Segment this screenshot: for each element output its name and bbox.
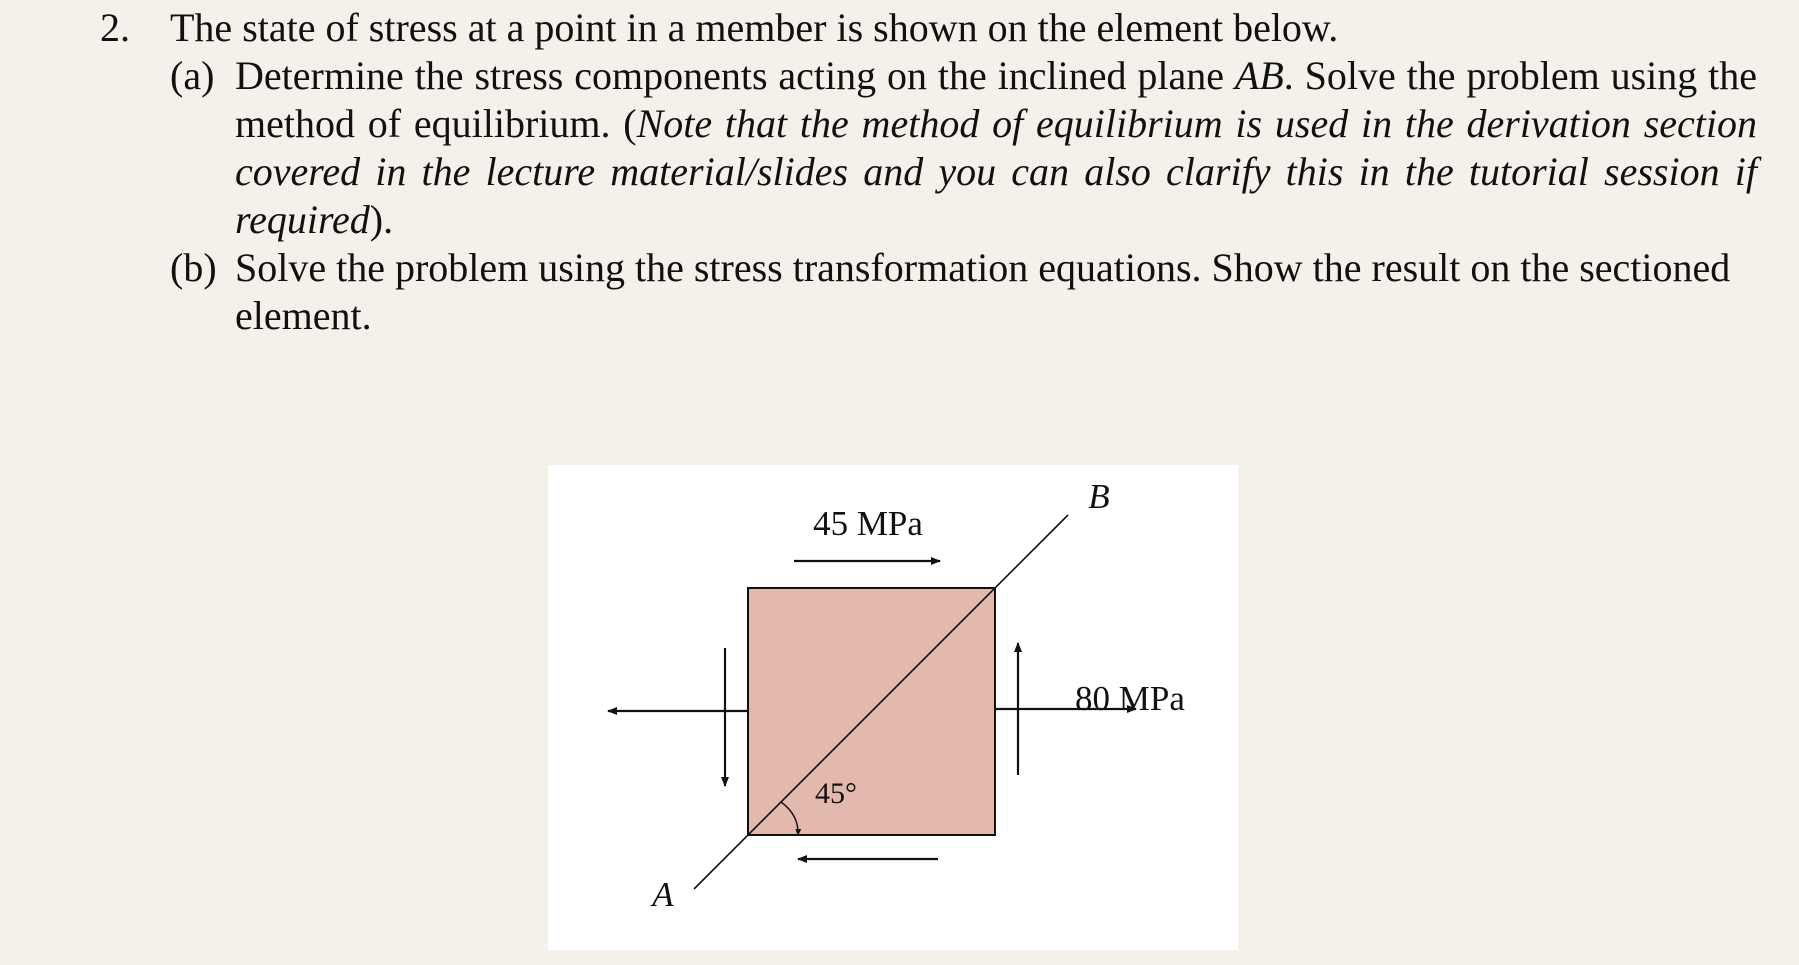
part-a-text-before: Determine the stress components acting on the inclined plane — [235, 53, 1235, 98]
stress-element-figure — [548, 465, 1238, 950]
normal-stress-label: 80 MPa — [1075, 679, 1185, 718]
problem-2 — [100, 4, 1760, 340]
angle-label: 45° — [815, 777, 857, 810]
part-a-note: Note that the method of equilibrium is used in the derivation section covered in the lecture material/slides and you can also clarify this in the tutorial session if required — [235, 101, 1757, 242]
problem-parts — [170, 52, 1760, 340]
point-a-label: A — [652, 875, 674, 914]
shear-stress-label: 45 MPa — [813, 504, 923, 543]
point-b-label: B — [1088, 477, 1110, 516]
part-a-label: (a) — [170, 53, 215, 98]
problem-stem — [100, 4, 1760, 52]
part-b-label: (b) — [170, 245, 217, 290]
stress-element-diagram — [548, 465, 1238, 950]
part-b — [170, 244, 1760, 340]
part-a-text-after: . Solve the problem using the method of equilibrium. ( — [235, 53, 1758, 146]
part-a-text — [235, 52, 1757, 244]
problem-stem-text: The state of stress at a point in a member is shown on the element below. — [170, 5, 1339, 50]
part-a-plane-name: AB — [1234, 53, 1284, 98]
part-b-text: Solve the problem using the stress transformation equations. Show the result on the sectioned element. — [235, 245, 1731, 338]
part-a-closing: ). — [369, 197, 394, 242]
problem-number: 2. — [100, 5, 130, 50]
part-a — [170, 52, 1760, 244]
